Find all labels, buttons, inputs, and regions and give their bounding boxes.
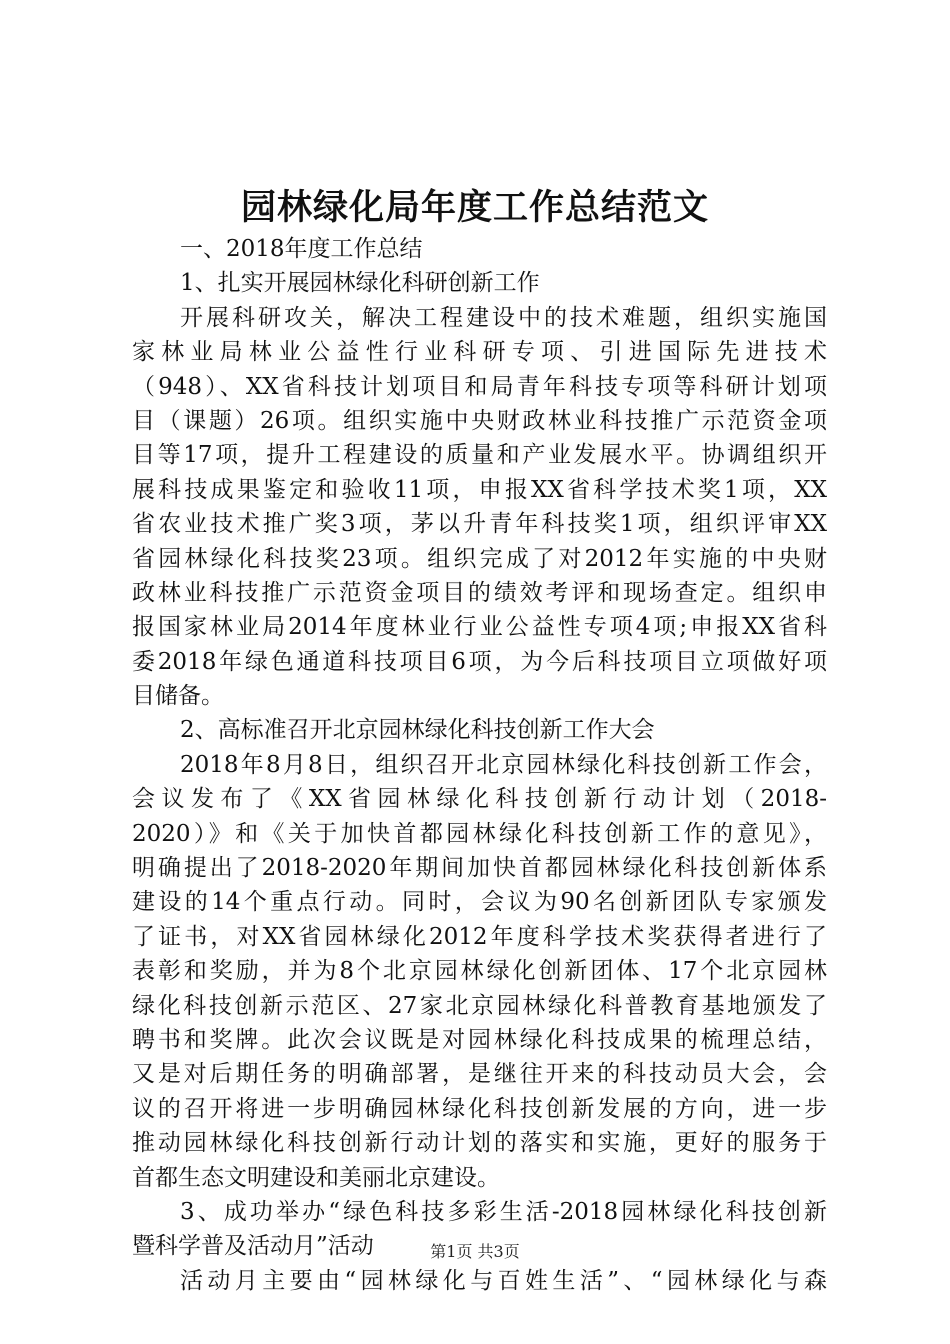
paragraph-line: 目储备。 — [132, 683, 224, 710]
paragraph-line: 开展科研攻关，解决工程建设中的技术难题，组织实施国 — [180, 304, 827, 331]
paragraph-line: 明确提出了2018-2020年期间加快首都园林绿化科技创新体系 — [132, 855, 827, 882]
paragraph-line: 省园林绿化科技奖23项。组织完成了对2012年实施的中央财 — [132, 545, 827, 572]
paragraph-line: 绿化科技创新示范区、27家北京园林绿化科普教育基地颁发了 — [132, 992, 827, 1019]
paragraph-line: 了证书，对XX省园林绿化2012年度科学技术奖获得者进行了 — [132, 923, 827, 950]
page-footer: 第1页 共3页 — [430, 1242, 520, 1261]
paragraph-line: 2018年8月8日，组织召开北京园林绿化科技创新工作会， — [180, 751, 827, 778]
paragraph-line: 目（课题）26项。组织实施中央财政林业科技推广示范资金项 — [132, 407, 827, 434]
paragraph-line: 首都生态文明建设和美丽北京建设。 — [132, 1164, 500, 1191]
paragraph-line: 委2018年绿色通道科技项目6项，为今后科技项目立项做好项 — [132, 648, 827, 675]
paragraph-line: 展科技成果鉴定和验收11项，申报XX省科学技术奖1项，XX — [132, 476, 827, 503]
document-body — [132, 232, 827, 1298]
paragraph-line: 3、成功举办“绿色科技多彩生活-2018园林绿化科技创新 — [180, 1198, 827, 1225]
paragraph-line: 建设的14个重点行动。同时，会议为90名创新团队专家颁发 — [132, 889, 827, 916]
paragraph-line: 家林业局林业公益性行业科研专项、引进国际先进技术 — [132, 339, 827, 366]
section-heading: 一、2018年度工作总结 — [180, 236, 423, 262]
paragraph-line: 省农业技术推广奖3项，茅以升青年科技奖1项，组织评审XX — [132, 511, 827, 538]
paragraph-line: 目等17项，提升工程建设的质量和产业发展水平。协调组织开 — [132, 442, 827, 469]
paragraph-line: 聘书和奖牌。此次会议既是对园林绿化科技成果的梳理总结， — [132, 1026, 827, 1053]
paragraph-line: 议的召开将进一步明确园林绿化科技创新发展的方向，进一步 — [132, 1095, 827, 1122]
document-title: 园林绿化局年度工作总结范文 — [240, 187, 709, 228]
paragraph-line: 表彰和奖励，并为8个北京园林绿化创新团体、17个北京园林 — [132, 958, 827, 985]
paragraph-line: 推动园林绿化科技创新行动计划的落实和实施，更好的服务于 — [132, 1130, 827, 1157]
paragraph-line: 暨科学普及活动月”活动 — [132, 1233, 374, 1260]
paragraph-line: 又是对后期任务的明确部署，是继往开来的科技动员大会，会 — [132, 1061, 827, 1088]
paragraph-line: 政林业科技推广示范资金项目的绩效考评和现场查定。组织申 — [132, 579, 827, 606]
paragraph-line: 会议发布了《XX省园林绿化科技创新行动计划（2018- — [132, 786, 827, 813]
paragraph-line: 报国家林业局2014年度林业行业公益性专项4项;申报XX省科 — [132, 614, 827, 641]
paragraph-line: （948）、XX省科技计划项目和局青年科技专项等科研计划项 — [132, 373, 827, 400]
paragraph-line: 2020）》和《关于加快首都园林绿化科技创新工作的意见》， — [132, 820, 827, 847]
section-heading: 2、高标准召开北京园林绿化科技创新工作大会 — [180, 717, 655, 744]
section-heading: 1、扎实开展园林绿化科研创新工作 — [180, 270, 540, 297]
paragraph-line: 活动月主要由“园林绿化与百姓生活”、“园林绿化与森 — [180, 1267, 827, 1294]
